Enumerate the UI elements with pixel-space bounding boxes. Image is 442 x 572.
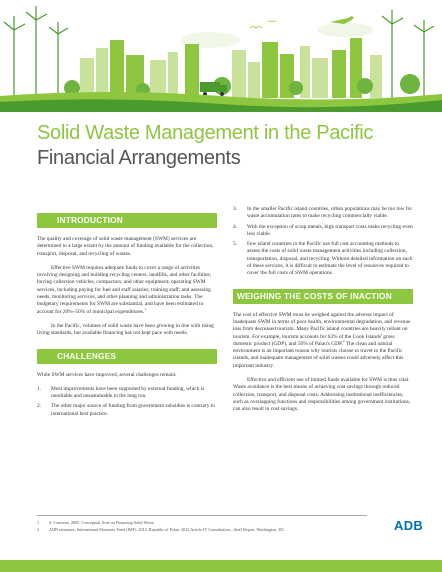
footnote-number: 1 xyxy=(37,520,40,525)
challenges-intro: While SWM services have improved, several challenges remain: xyxy=(37,371,177,378)
weighing-paragraph-1-text: The cost of effective SWM must be weighed against the adverse impact of inadequate SWM in terms of poor health, environmental degradation, and revenue loss from decreased tourism. Many Pacific island countries are heavily reliant on tourism. For example, tourism accounts for 63% of the Cook Islands' gross domestic product (GDP), and 50% of Palau's GDP. xyxy=(233,311,411,347)
intro-paragraph-2-text: Effective SWM requires adequate funds to cover a range of activities involving designing and building recycling centers, landfills, and other facilities; buying collection vehicles, compactors, and other equipment; operating SWM services, including paying for fuel and staff salaries; training staff; and assessing needs, monitoring services, and other planning and administration tasks. The budgetary requirements for SWM are substantial, and have been estimated to account for 20%–50% of municipal expenditures. xyxy=(37,264,212,315)
intro-paragraph-3: In the Pacific, volumes of solid waste have been growing in line with rising living standards, but available financing has not kept pace with needs. xyxy=(37,322,214,337)
footnote-number: 2 xyxy=(37,527,40,532)
green-city-illustration xyxy=(0,0,442,112)
right-column xyxy=(233,206,413,421)
document-title: Solid Waste Management in the Pacific xyxy=(37,122,374,144)
footnote-text: S. Contreau. 2005. Conceptual Note on Financing Solid Waste. xyxy=(49,520,155,525)
document-subtitle: Financial Arrangements xyxy=(37,147,241,169)
list-number: 1. xyxy=(37,385,42,392)
list-item xyxy=(233,224,413,239)
list-number: 5. xyxy=(233,241,238,248)
footnote-ref-1[interactable]: 1 xyxy=(144,306,146,311)
list-number: 2. xyxy=(37,403,42,410)
section-heading-introduction: INTRODUCTION xyxy=(37,213,217,228)
list-item-text: In the smaller Pacific island countries, urban populations may be too low for waste accumulation rates to make recycling commercially viable. xyxy=(247,206,413,220)
challenges-list-part-1 xyxy=(37,386,217,418)
list-item-text: Most improvements have been supported by external funding, which is unreliable and unsustainable in the long run. xyxy=(51,385,205,400)
section-heading-weighing-costs: WEIGHING THE COSTS OF INACTION xyxy=(233,289,413,304)
challenges-list-part-2 xyxy=(233,206,413,278)
weighing-paragraph-1-tail: The clean and natural environment is an important reason why tourists choose to travel to the Pacific islands, and inadequate management of solid wastes could adversely affect this important industry. xyxy=(233,340,404,369)
left-column xyxy=(37,213,217,425)
list-item xyxy=(233,241,413,277)
list-item-text: With the exception of scrap metals, high transport costs make recycling even less viable. xyxy=(247,223,413,237)
footnote-2 xyxy=(37,526,367,533)
weighing-paragraph-2: Effective and efficient use of limited funds available for SWM is thus vital. Waste avoidance is the best means of achieving cost savings through reduced collection, transport, and disposal costs. Addressing institutional inefficiencies, such as overlapping functions and responsibilities among government institutions, can also result in cost savings. xyxy=(233,377,411,413)
footnote-text: ADB estimates; International Monetary Fund (IMF). 2012. Republic of Palau: 2012 Article IV Consultation—Staff Report. Washington, DC. xyxy=(49,527,286,532)
header-banner xyxy=(0,0,442,112)
list-item xyxy=(37,403,217,418)
intro-paragraph-2 xyxy=(37,265,217,316)
footnote-1 xyxy=(37,519,367,526)
list-item-text: The other major source of funding from government subsidies is contrary to international best practice. xyxy=(51,403,215,417)
list-number: 3. xyxy=(233,206,238,212)
section-heading-challenges: CHALLENGES xyxy=(37,349,217,364)
weighing-paragraph-1 xyxy=(233,312,413,370)
footnote-ref-2[interactable]: 2 xyxy=(342,339,345,344)
intro-paragraph-1: The quality and coverage of solid waste management (SWM) services are determined to a large extent by the amount of funding available for the collection, transport, disposal, and recycling of wastes. xyxy=(37,236,214,257)
adb-logo: ADB xyxy=(394,518,424,533)
list-number: 4. xyxy=(233,223,238,230)
list-item-text: Few island countries in the Pacific use full cost accounting methods to assess the costs of solid waste management activities including collection, transportation, disposal, and recycling. Without detailed information on each of these services, it is difficult to estimate the level of resources required to cover the full costs of SWM operations. xyxy=(247,241,413,277)
footnotes xyxy=(37,515,367,533)
footer-bar xyxy=(0,560,442,572)
list-item xyxy=(37,386,217,401)
list-item xyxy=(233,206,413,221)
